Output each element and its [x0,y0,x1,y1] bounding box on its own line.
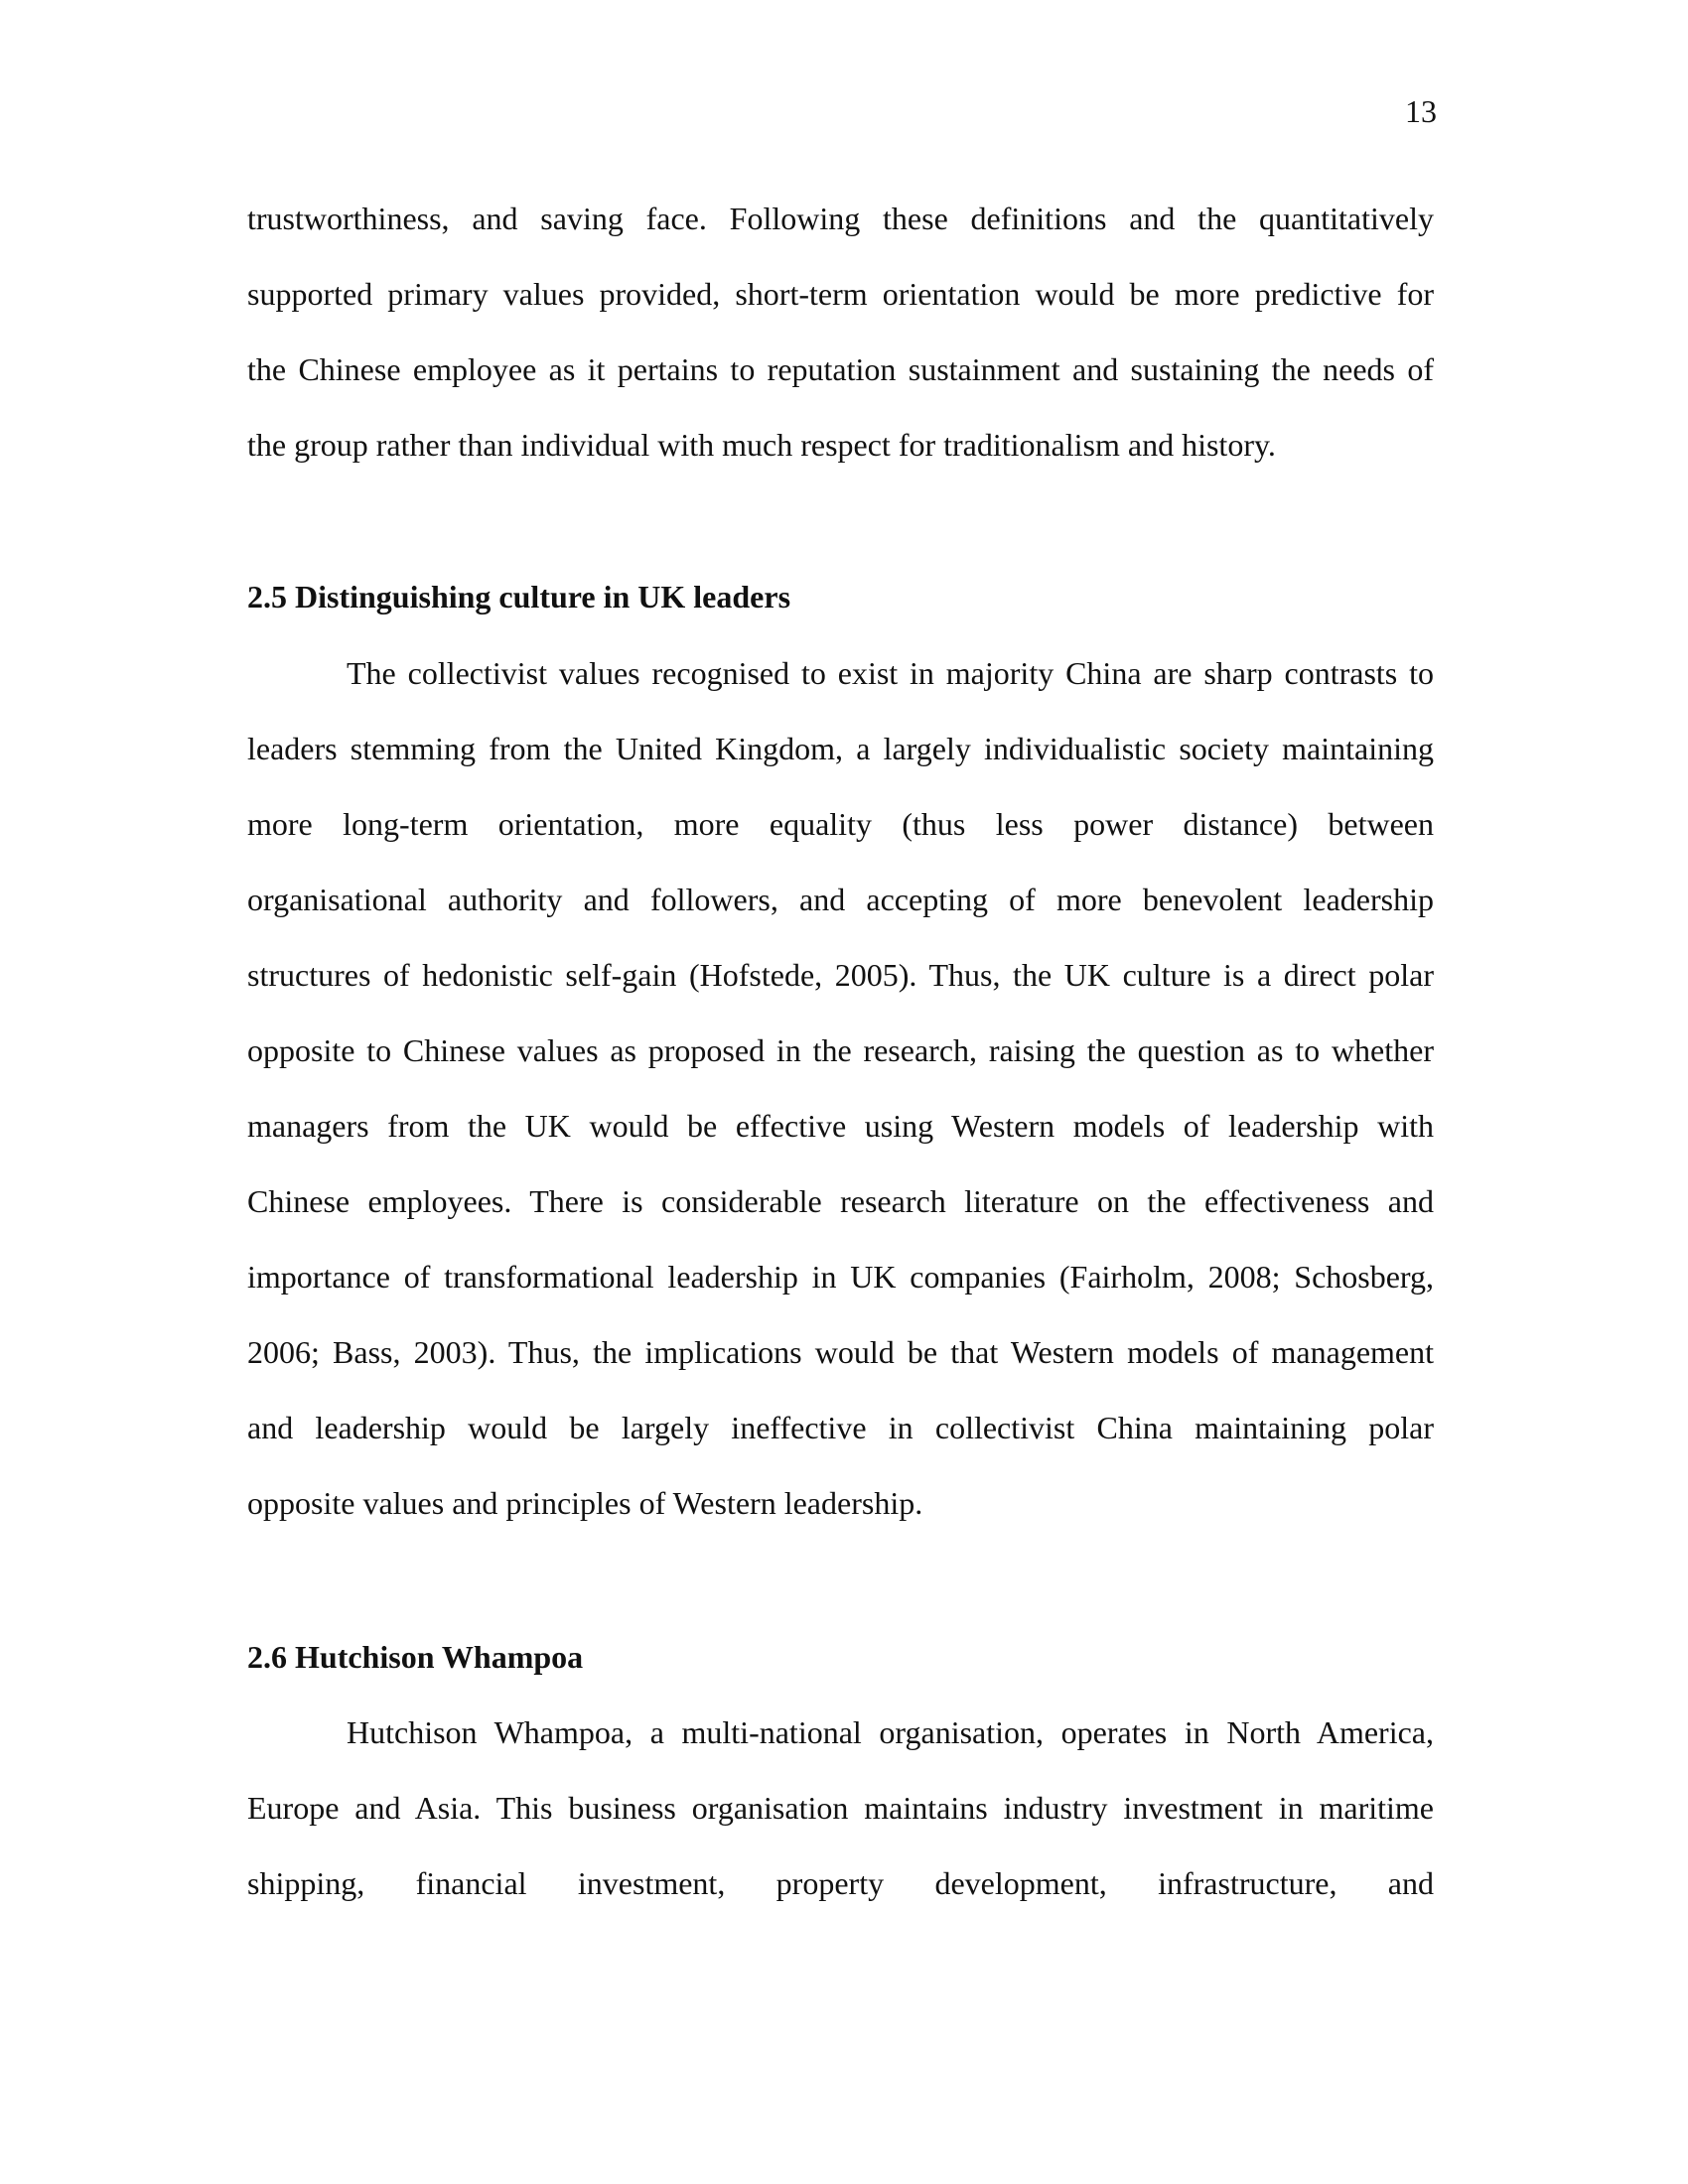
section-heading: 2.6 Hutchison Whampoa [247,1639,584,1675]
paragraph-line: structures of hedonistic self-gain (Hofstede, 2005). Thus, the UK culture is a direct polar [247,957,1434,993]
section-heading: 2.5 Distinguishing culture in UK leaders [247,579,791,614]
paragraph-line: Hutchison Whampoa, a multi-national organisation, operates in North America, [347,1714,1434,1750]
paragraph-line: and leadership would be largely ineffective in collectivist China maintaining polar [247,1410,1434,1445]
paragraph-line: shipping, financial investment, property development, infrastructure, and [247,1865,1434,1901]
paragraph-line: the group rather than individual with much respect for traditionalism and history. [247,427,1276,463]
section-heading-2-5 [247,559,1434,634]
paragraph-line: organisational authority and followers, and accepting of more benevolent leadership [247,882,1434,917]
paragraph-line: more long-term orientation, more equality (thus less power distance) between [247,806,1434,842]
continuation-paragraph [247,181,1434,482]
section-2-6-paragraph [247,1695,1434,1921]
paragraph-line: opposite values and principles of Western leadership. [247,1485,923,1521]
paragraph-line: managers from the UK would be effective using Western models of leadership with [247,1108,1434,1144]
paragraph-line: Europe and Asia. This business organisation maintains industry investment in maritime [247,1790,1434,1826]
paragraph-line: trustworthiness, and saving face. Following these definitions and the quantitatively [247,201,1434,236]
paragraph-line: Chinese employees. There is considerable research literature on the effectiveness and [247,1183,1434,1219]
paragraph-line: The collectivist values recognised to exist in majority China are sharp contrasts to [347,655,1434,691]
paragraph-line: importance of transformational leadership in UK companies (Fairholm, 2008; Schosberg, [247,1259,1434,1295]
section-2-5-paragraph [247,635,1434,1541]
paragraph-line: 2006; Bass, 2003). Thus, the implications would be that Western models of management [247,1334,1434,1370]
paragraph-line: leaders stemming from the United Kingdom, a largely individualistic society maintaining [247,731,1434,766]
paragraph-line: the Chinese employee as it pertains to reputation sustainment and sustaining the needs of [247,351,1434,387]
paragraph-line: supported primary values provided, short-term orientation would be more predictive for [247,276,1434,312]
page-number: 13 [1405,93,1437,129]
paragraph-line: opposite to Chinese values as proposed in the research, raising the question as to whether [247,1032,1434,1068]
section-heading-2-6 [247,1619,1434,1695]
